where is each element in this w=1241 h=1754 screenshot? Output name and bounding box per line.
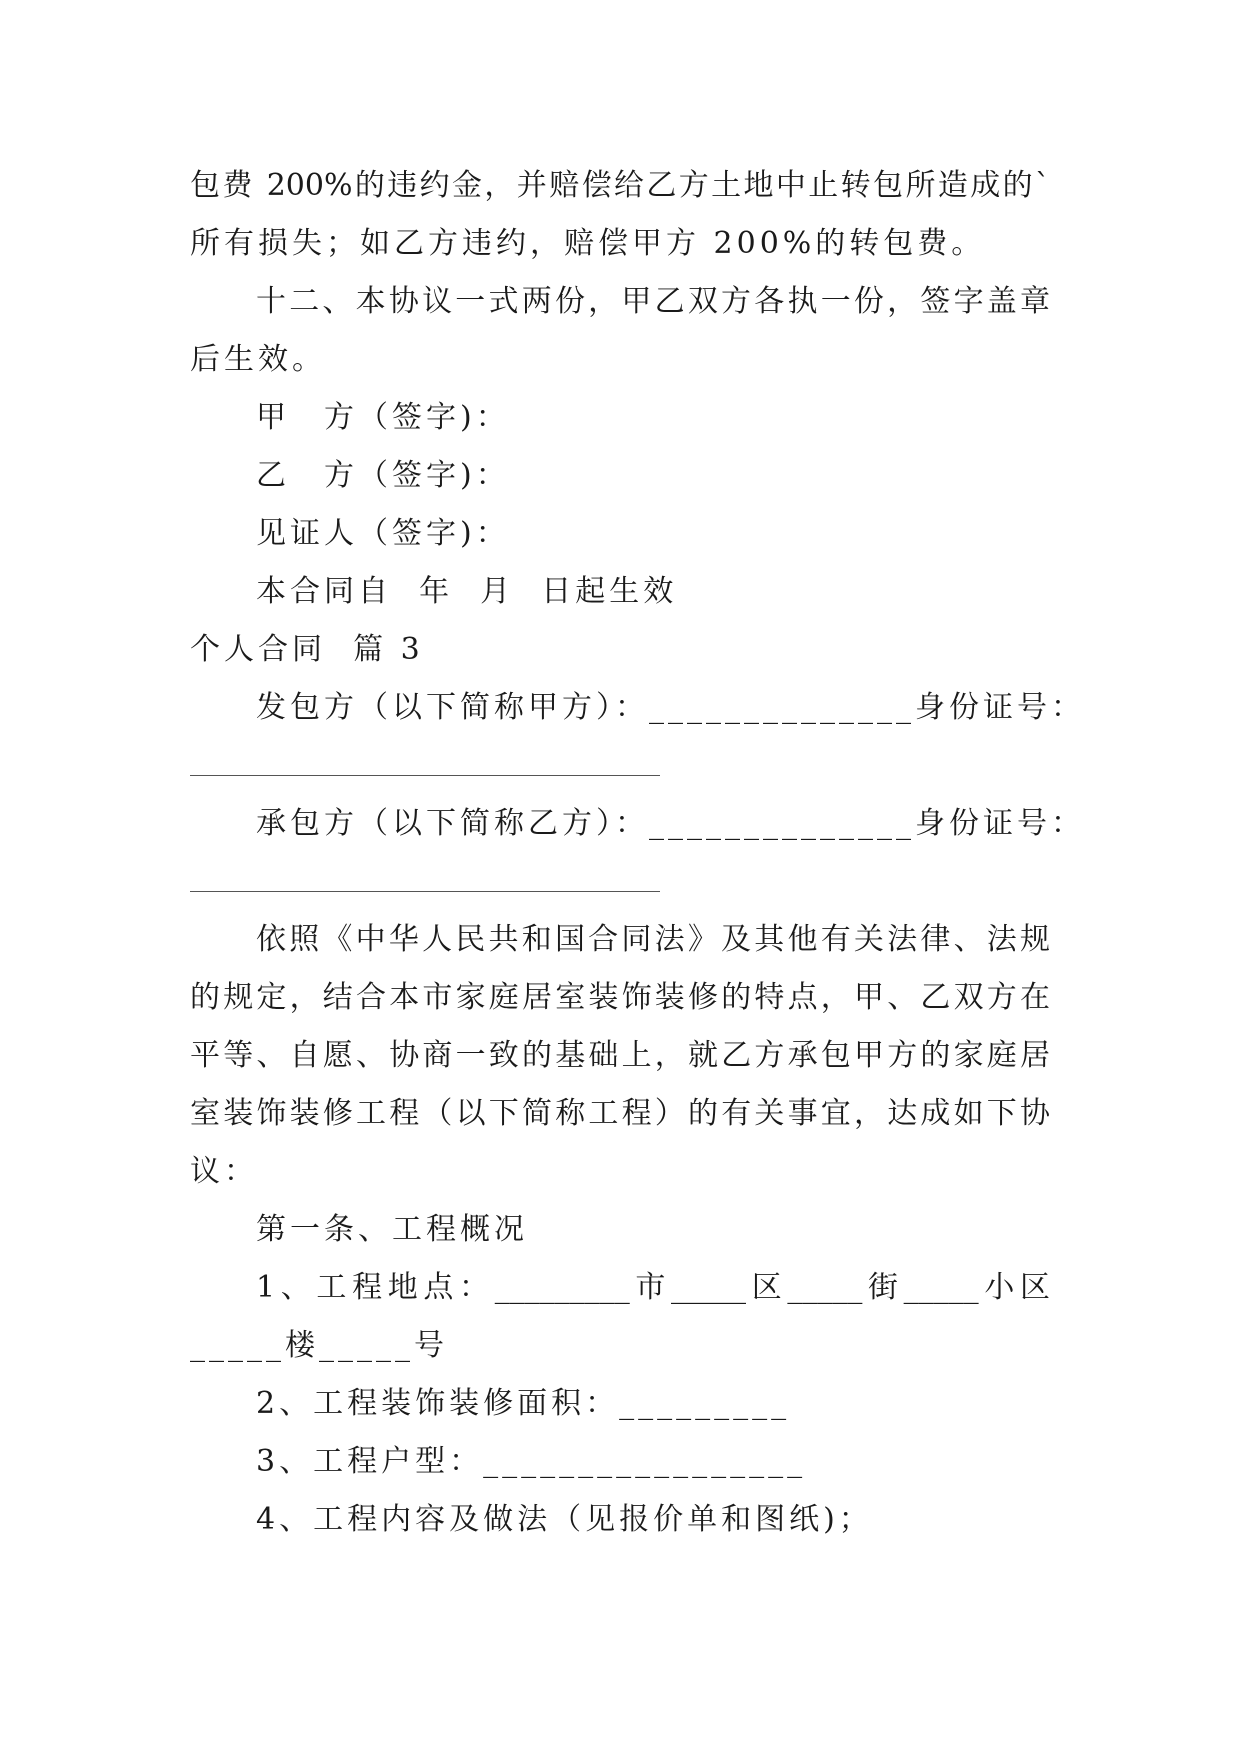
signature-party-b: 乙 方（签字)： (256, 458, 510, 493)
text-line-15: 室装饰装修工程（以下简称工程）的有关事宜，达成如下协 (190, 1096, 1050, 1131)
employer-line: 发包方（以下简称甲方）：______________身份证号： (256, 690, 1085, 725)
project-content-line: 4、工程内容及做法（见报价单和图纸)； (256, 1502, 873, 1537)
project-type-line: 3、工程户型：_________________ (256, 1444, 807, 1479)
blank-line-id-contractor (190, 891, 660, 892)
project-location-line: 1、工程地点：_________市_____区_____街_____小区 (256, 1270, 1050, 1305)
effective-date-line: 本合同自 年 月 日起生效 (256, 574, 678, 609)
signature-witness: 见证人（签字)： (256, 516, 510, 551)
article-1-heading: 第一条、工程概况 (256, 1212, 528, 1247)
text-line-16: 议： (190, 1154, 258, 1189)
project-location-cont: _____楼_____号 (190, 1328, 448, 1363)
text-line-14: 平等、自愿、协商一致的基础上，就乙方承包甲方的家庭居 (190, 1038, 1050, 1073)
blank-line-id-employer (190, 775, 660, 776)
text-line-4: 后生效。 (190, 342, 326, 377)
section-heading: 个人合同 篇 3 (190, 632, 424, 667)
project-area-line: 2、工程装饰装修面积：_________ (256, 1386, 791, 1421)
text-line-1: 包费 200%的违约金，并赔偿给乙方土地中止转包所造成的` (190, 168, 1050, 203)
contractor-line: 承包方（以下简称乙方）：______________身份证号： (256, 806, 1085, 841)
text-line-13: 的规定，结合本市家庭居室装饰装修的特点，甲、乙双方在 (190, 980, 1050, 1015)
text-line-2: 所有损失；如乙方违约，赔偿甲方 200%的转包费。 (190, 226, 986, 261)
text-line-3: 十二、本协议一式两份，甲乙双方各执一份，签字盖章 (256, 284, 1050, 319)
text-line-12: 依照《中华人民共和国合同法》及其他有关法律、法规 (256, 922, 1050, 957)
signature-party-a: 甲 方（签字)： (256, 400, 510, 435)
